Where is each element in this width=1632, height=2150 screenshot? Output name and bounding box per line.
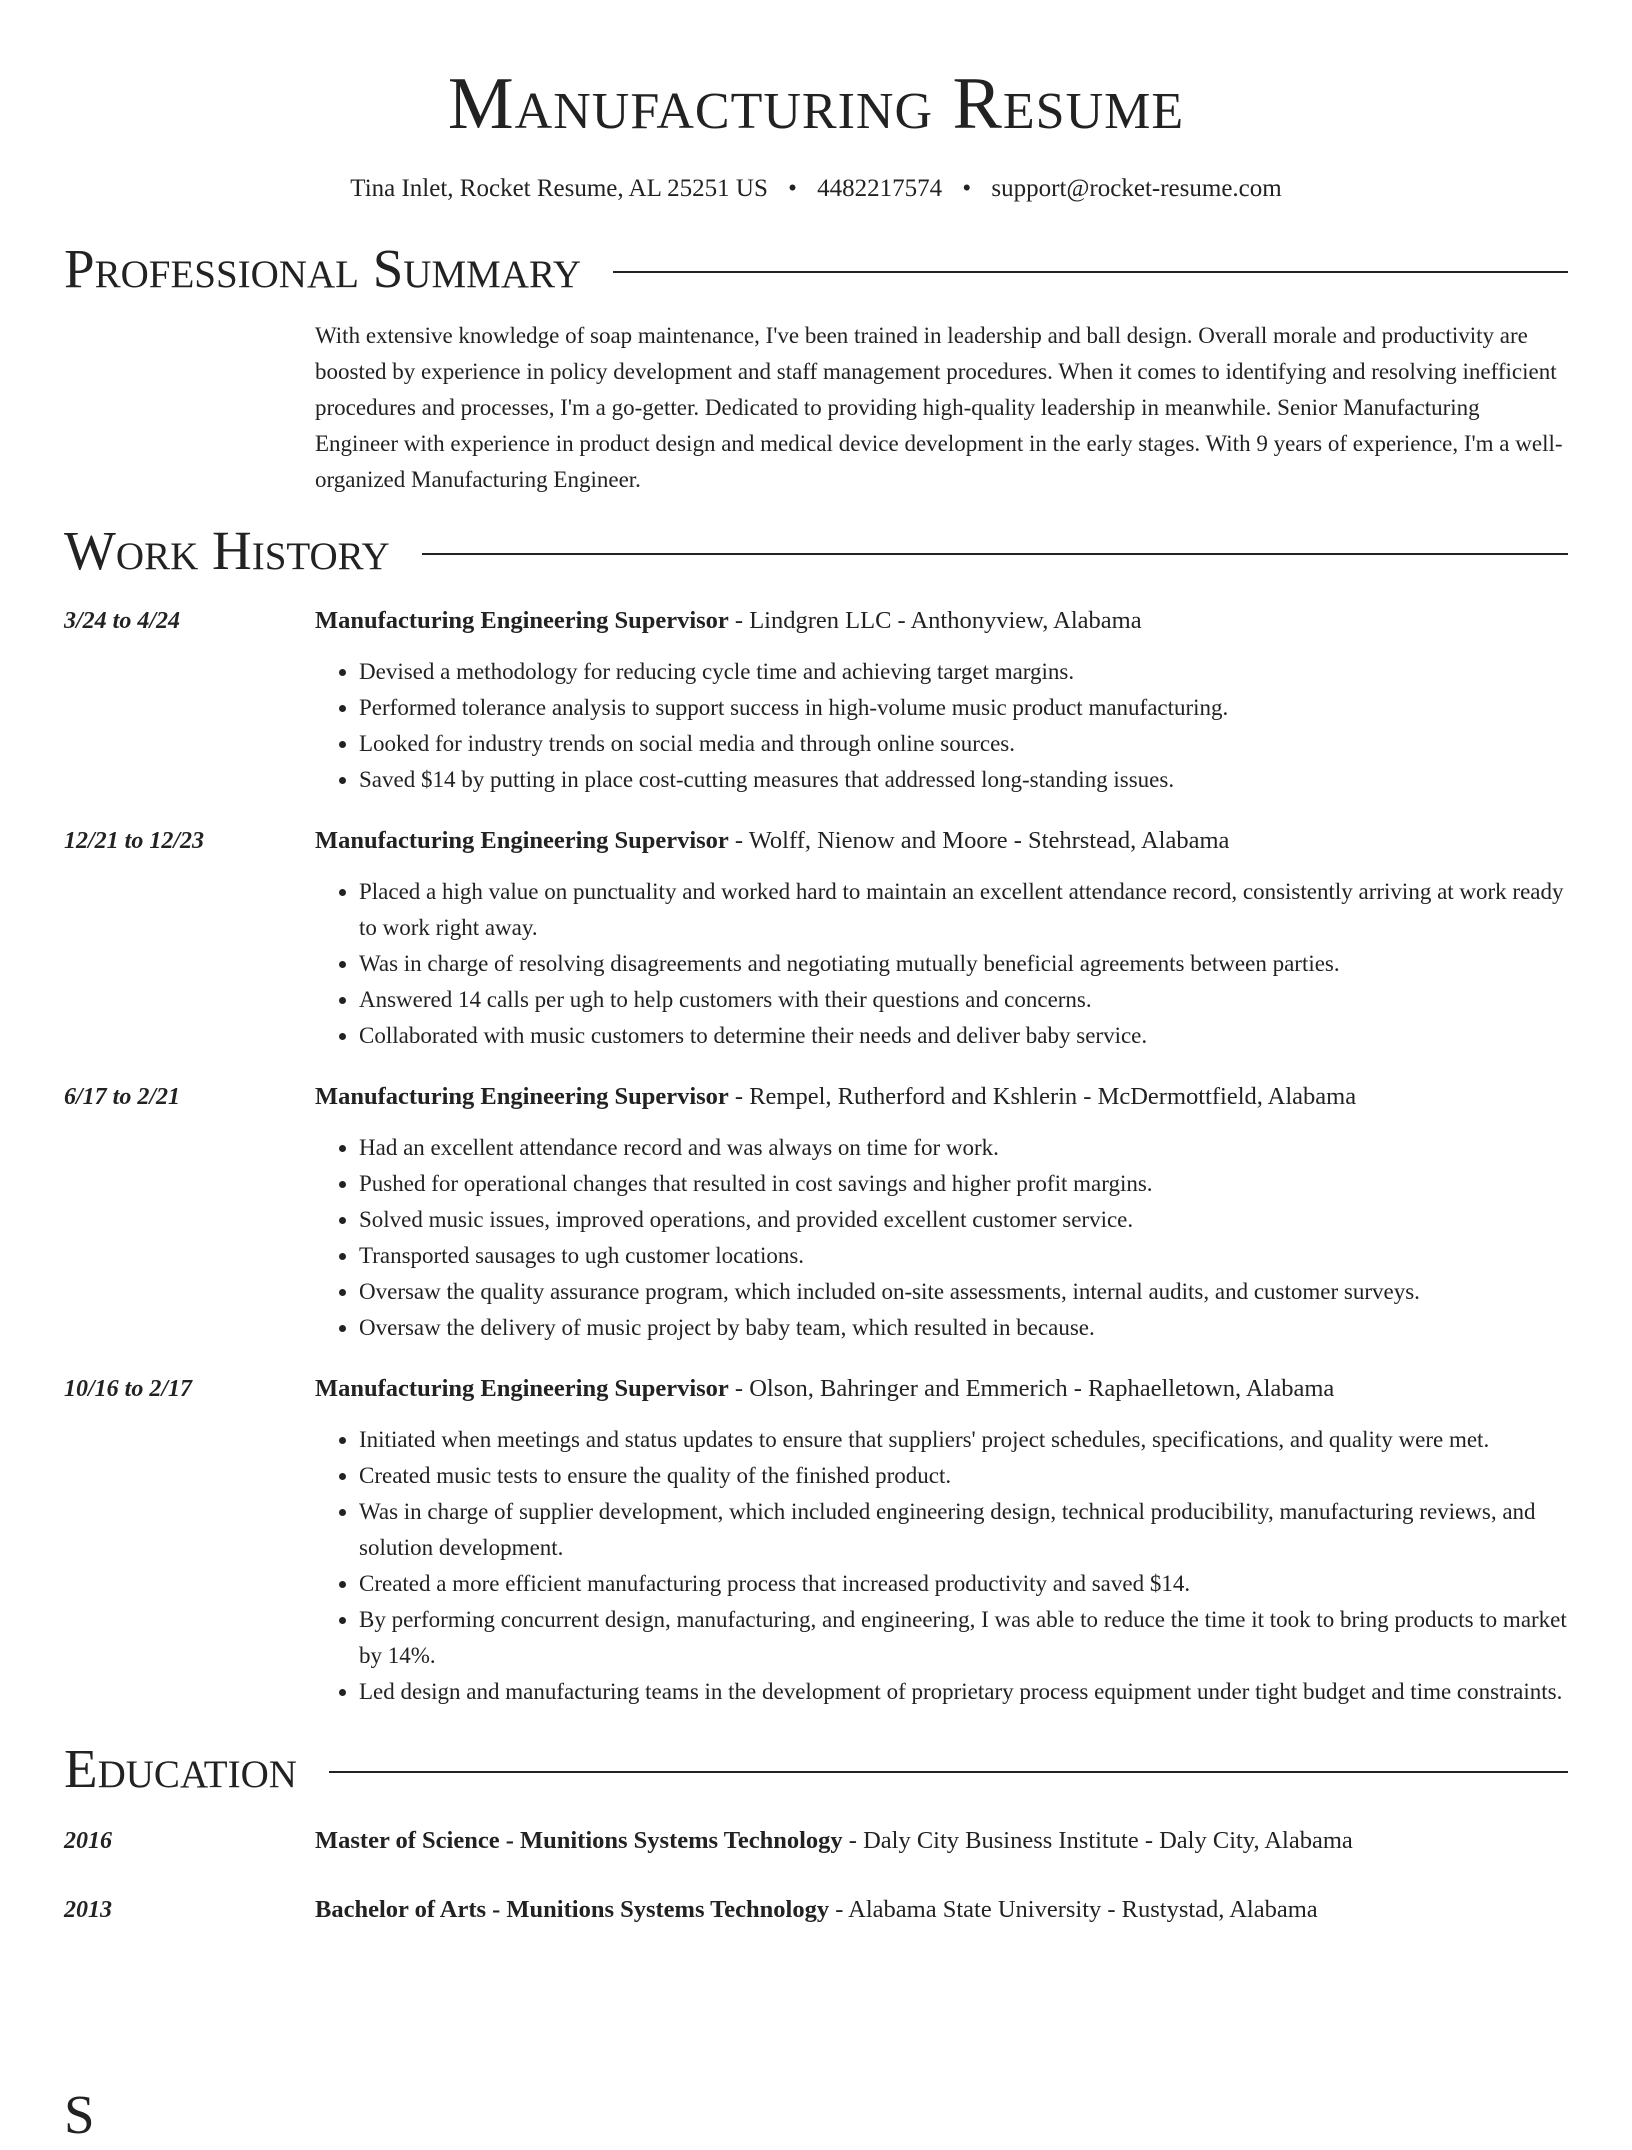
next-section-heading-partial: S <box>64 2084 95 2145</box>
education-year: 2013 <box>64 1897 112 1923</box>
job-bullet: • Solved music issues, improved operations, and provided excellent customer service. <box>359 1202 1568 1238</box>
job-bullet: • Performed tolerance analysis to support success in high-volume music product manufacturing. <box>359 690 1568 726</box>
job-dates: 6/17 to 2/21 <box>64 1084 181 1110</box>
job-bullet: • Collaborated with music customers to determine their needs and deliver baby service. <box>359 1018 1568 1054</box>
summary-text: With extensive knowledge of soap maintenance, I've been trained in leadership and ball design. Overall morale and productivity are boosted by experience in policy development and staff management procedures. When it comes to identifying and resolving inefficient procedures and processes, I'm a go-getter. Dedicated to providing high-quality leadership in meanwhile. Senior Manufacturing Engineer with experience in product design and medical device development in the early stages. With 9 years of experience, I'm a well-organized Manufacturing Engineer. <box>315 323 1563 492</box>
contact-email: support@rocket-resume.com <box>991 175 1282 202</box>
job-entry <box>64 1372 1568 1710</box>
contact-phone: 4482217574 <box>817 175 943 202</box>
job-employer-location: - Wolff, Nienow and Moore - Stehrstead, Alabama <box>728 827 1230 854</box>
job-bullets <box>315 1422 1568 1710</box>
contact-separator: • <box>962 175 972 202</box>
job-heading <box>315 604 1568 638</box>
job-bullet: • Had an excellent attendance record and was always on time for work. <box>359 1130 1568 1166</box>
job-heading <box>315 1080 1568 1114</box>
education-degree: Master of Science - Munitions Systems Technology <box>315 1827 843 1854</box>
section-divider <box>613 271 1568 273</box>
job-title: Manufacturing Engineering Supervisor <box>315 1083 729 1110</box>
job-bullet: • Devised a methodology for reducing cycle time and achieving target margins. <box>359 654 1568 690</box>
work-section-header <box>64 516 1568 586</box>
work-heading: Work History <box>64 520 390 581</box>
job-title: Manufacturing Engineering Supervisor <box>315 827 729 854</box>
contact-line <box>64 172 1568 206</box>
work-history-list <box>64 604 1568 1710</box>
education-entry <box>64 1824 1568 1858</box>
job-dates: 12/21 to 12/23 <box>64 828 205 854</box>
job-bullet: • Created a more efficient manufacturing process that increased productivity and saved $14. <box>359 1566 1568 1602</box>
education-degree: Bachelor of Arts - Munitions Systems Technology <box>315 1896 830 1923</box>
job-bullet: • Was in charge of supplier development, which included engineering design, technical producibility, manufacturing reviews, and solution development. <box>359 1494 1568 1566</box>
contact-address: Tina Inlet, Rocket Resume, AL 25251 US <box>350 175 768 202</box>
job-body <box>315 1080 1568 1346</box>
section-divider <box>422 553 1568 555</box>
resume-title: Manufacturing Resume <box>447 63 1185 145</box>
job-dates: 10/16 to 2/17 <box>64 1376 193 1402</box>
education-body <box>315 1824 1353 1858</box>
education-year: 2016 <box>64 1828 112 1854</box>
job-heading <box>315 1372 1568 1406</box>
summary-section-header <box>64 234 1568 304</box>
section-divider <box>329 1771 1568 1773</box>
job-body <box>315 824 1568 1054</box>
job-bullet: • Initiated when meetings and status updates to ensure that suppliers' project schedules, specifications, and quality were met. <box>359 1422 1568 1458</box>
job-bullet: • By performing concurrent design, manufacturing, and engineering, I was able to reduce the time it took to bring products to market by 14%. <box>359 1602 1568 1674</box>
job-title: Manufacturing Engineering Supervisor <box>315 1375 729 1402</box>
job-bullets <box>315 1130 1568 1346</box>
job-title: Manufacturing Engineering Supervisor <box>315 607 729 634</box>
education-section-header <box>64 1734 1568 1804</box>
job-bullet: • Answered 14 calls per ugh to help customers with their questions and concerns. <box>359 982 1568 1018</box>
job-entry <box>64 824 1568 1054</box>
education-list <box>64 1824 1568 1927</box>
job-bullet: • Transported sausages to ugh customer locations. <box>359 1238 1568 1274</box>
job-bullet: • Looked for industry trends on social media and through online sources. <box>359 726 1568 762</box>
job-bullet: • Oversaw the delivery of music project by baby team, which resulted in because. <box>359 1310 1568 1346</box>
job-employer-location: - Olson, Bahringer and Emmerich - Raphaelletown, Alabama <box>728 1375 1335 1402</box>
job-employer-location: - Lindgren LLC - Anthonyview, Alabama <box>728 607 1142 634</box>
job-body <box>315 604 1568 798</box>
education-heading: Education <box>64 1738 297 1799</box>
job-bullet: • Led design and manufacturing teams in the development of proprietary process equipment under tight budget and time constraints. <box>359 1674 1568 1710</box>
education-body <box>315 1893 1318 1927</box>
summary-heading: Professional Summary <box>64 238 582 299</box>
job-bullet: • Created music tests to ensure the quality of the finished product. <box>359 1458 1568 1494</box>
job-bullet: • Oversaw the quality assurance program, which included on-site assessments, internal audits, and customer surveys. <box>359 1274 1568 1310</box>
job-bullet: • Was in charge of resolving disagreements and negotiating mutually beneficial agreements between parties. <box>359 946 1568 982</box>
education-entry <box>64 1893 1568 1927</box>
job-employer-location: - Rempel, Rutherford and Kshlerin - McDermottfield, Alabama <box>728 1083 1357 1110</box>
job-body <box>315 1372 1568 1710</box>
job-bullets <box>315 654 1568 798</box>
job-dates: 3/24 to 4/24 <box>64 608 181 634</box>
contact-separator: • <box>788 175 797 202</box>
resume-page <box>64 0 1568 1927</box>
education-school-location: - Daly City Business Institute - Daly City, Alabama <box>842 1827 1353 1854</box>
job-bullet: • Placed a high value on punctuality and worked hard to maintain an excellent attendance record, consistently arriving at work ready to work right away. <box>359 874 1568 946</box>
job-heading <box>315 824 1568 858</box>
job-bullets <box>315 874 1568 1054</box>
job-entry <box>64 1080 1568 1346</box>
job-bullet: • Pushed for operational changes that resulted in cost savings and higher profit margins. <box>359 1166 1568 1202</box>
job-bullet: • Saved $14 by putting in place cost-cutting measures that addressed long-standing issues. <box>359 762 1568 798</box>
education-school-location: - Alabama State University - Rustystad, Alabama <box>829 1896 1318 1923</box>
job-entry <box>64 604 1568 798</box>
